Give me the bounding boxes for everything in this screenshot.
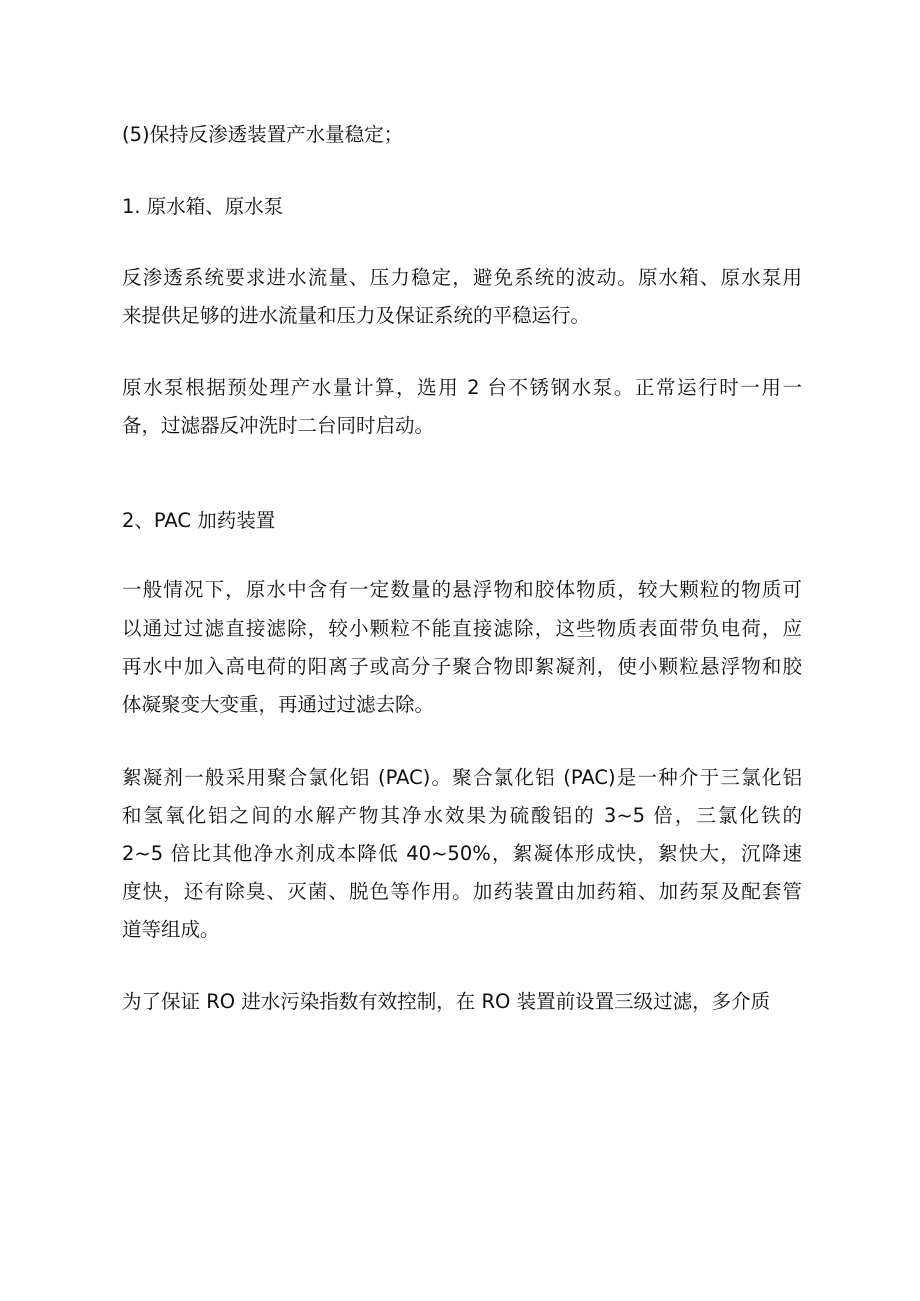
paragraph-line: 絮凝剂一般采用聚合氯化铝 (PAC)。聚合氯化铝 (PAC)是一种介于三氯化铝 (122, 766, 802, 789)
paragraph-line: 2~5 倍比其他净水剂成本降低 40~50%，絮凝体形成快，絮快大，沉降速 (122, 842, 802, 865)
paragraph-line: 一般情况下，原水中含有一定数量的悬浮物和胶体物质，较大颗粒的物质可 (122, 578, 802, 601)
paragraph-line: 2、PAC 加药装置 (122, 509, 276, 532)
paragraph-line: 以通过过滤直接滤除，较小颗粒不能直接滤除，这些物质表面带负电荷，应 (122, 617, 802, 640)
paragraph-line: 1. 原水箱、原水泵 (122, 195, 284, 218)
paragraph-line: 和氢氧化铝之间的水解产物其净水效果为硫酸铝的 3~5 倍，三氯化铁的 (122, 804, 802, 827)
paragraph-line: 来提供足够的进水流量和压力及保证系统的平稳运行。 (122, 304, 591, 327)
paragraph-line: 为了保证 RO 进水污染指数有效控制，在 RO 装置前设置三级过滤，多介质 (122, 990, 771, 1013)
paragraph-line: (5)保持反渗透装置产水量稳定； (122, 123, 404, 146)
paragraph-line: 再水中加入高电荷的阳离子或高分子聚合物即絮凝剂，使小颗粒悬浮物和胶 (122, 655, 802, 678)
paragraph-line: 反渗透系统要求进水流量、压力稳定，避免系统的波动。原水箱、原水泵用 (122, 266, 802, 289)
paragraph-line: 体凝聚变大变重，再通过过滤去除。 (122, 693, 435, 716)
paragraph-line: 备，过滤器反冲洗时二台同时启动。 (122, 414, 435, 437)
paragraph-line: 度快，还有除臭、灭菌、脱色等作用。加药装置由加药箱、加药泵及配套管 (122, 880, 802, 903)
paragraph-line: 道等组成。 (122, 918, 220, 941)
paragraph-line: 原水泵根据预处理产水量计算，选用 2 台不锈钢水泵。正常运行时一用一 (122, 376, 802, 399)
